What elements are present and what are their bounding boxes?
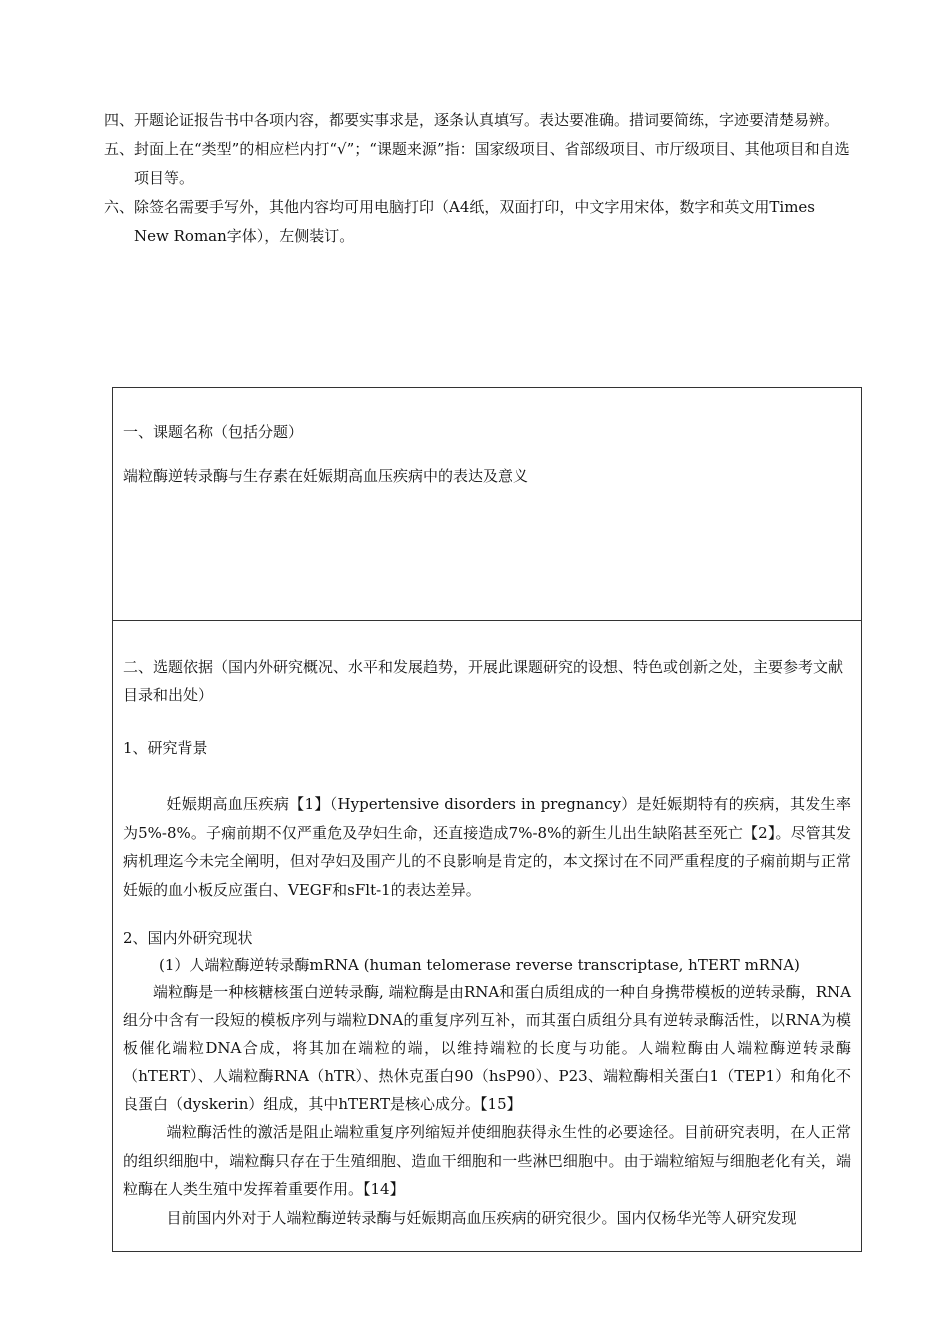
body-paragraph: 端粒酶是一种核糖核蛋白逆转录酶, 端粒酶是由RNA和蛋白质组成的一种自身携带模板的逆转录酶，RNA组分中含有一段短的模板序列与端粒DNA的重复序列互补，而其蛋白质组分具有逆转录酶活性，以RNA为模板催化端粒DNA合成，将其加在端粒的端，以维持端粒的长度与功能。人端粒酶由人端粒酶逆转录酶（hTERT）、人端粒酶RNA（hTR）、热休克蛋白90（hsP90）、P23、端粒酶相关蛋白1（TEP1）和角化不良蛋白（dyskerin）组成，其中hTERT是核心成分。【15】 xyxy=(123,983,851,1113)
note-number: 四、 xyxy=(104,111,135,129)
note-text: 除签名需要手写外，其他内容均可用电脑打印（A4纸，双面打印，中文字用宋体，数字和英文用Times New Roman字体），左侧装订。 xyxy=(134,198,815,245)
section-topic-name xyxy=(113,388,861,621)
note-item-5 xyxy=(104,135,854,193)
spacer xyxy=(123,904,851,924)
body-paragraph: 端粒酶活性的激活是阻止端粒重复序列缩短并使细胞获得永生性的必要途径。目前研究表明，在人正常的组织细胞中，端粒酶只存在于生殖细胞、造血干细胞和一些淋巴细胞中。由于端粒缩短与细胞老化有关，端粒酶在人类生殖中发挥着重要作用。【14】 xyxy=(123,1123,851,1198)
section-heading: 一、课题名称（包括分题） xyxy=(123,423,304,441)
note-text: 封面上在“类型”的相应栏内打“√”；“课题来源”指：国家级项目、省部级项目、市厅级项目、其他项目和自选项目等。 xyxy=(134,140,850,187)
note-number: 五、 xyxy=(104,140,135,158)
note-text: 开题论证报告书中各项内容，都要实事求是，逐条认真填写。表达要准确。措词要简练，字迹要清楚易辨。 xyxy=(134,111,840,129)
body-paragraph: 目前国内外对于人端粒酶逆转录酶与妊娠期高血压疾病的研究很少。国内仅杨华光等人研究发现 xyxy=(166,1208,797,1227)
background-heading: 1、研究背景 xyxy=(123,739,208,757)
section-heading: 二、选题依据（国内外研究概况、水平和发展趋势，开展此课题研究的设想、特色或创新之处，主要参考文献目录和出处） xyxy=(123,658,844,704)
note-item-6 xyxy=(104,193,854,251)
section-topic-basis xyxy=(113,621,861,1251)
instruction-notes xyxy=(104,106,854,251)
note-number: 六、 xyxy=(104,198,135,216)
status-heading: 2、国内外研究现状 xyxy=(123,929,253,947)
proposal-form-table xyxy=(112,387,862,1252)
item-heading: (1）人端粒酶逆转录酶mRNA (human telomerase reverse transcriptase, hTERT mRNA) xyxy=(159,956,800,974)
topic-title: 端粒酶逆转录酶与生存素在妊娠期高血压疾病中的表达及意义 xyxy=(123,467,529,485)
note-item-4 xyxy=(104,106,854,135)
spacer xyxy=(123,762,851,790)
background-paragraph: 妊娠期高血压疾病【1】（Hypertensive disorders in pregnancy）是妊娠期特有的疾病，其发生率为5%-8%。子痫前期不仅严重危及孕妇生命，还直接造成7%-8%的新生儿出生缺陷甚至死亡【2】。尽管其发病机理迄今未完全阐明，但对孕妇及围产儿的不良影响是肯定的，本文探讨在不同严重程度的子痫前期与正常妊娠的血小板反应蛋白、VEGF和sFlt-1的表达差异。 xyxy=(123,795,851,899)
